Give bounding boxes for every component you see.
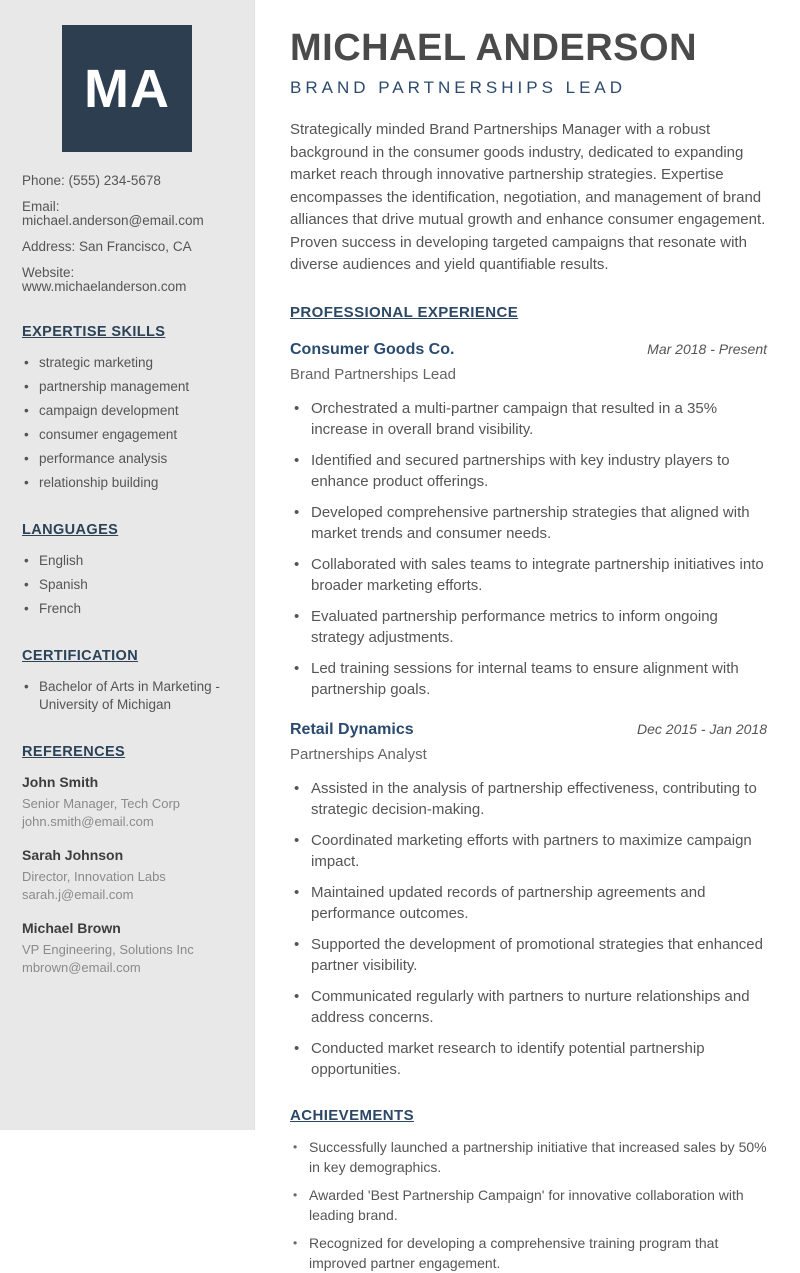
experience-heading: PROFESSIONAL EXPERIENCE bbox=[290, 303, 519, 321]
reference-email: mbrown@email.com bbox=[22, 960, 141, 975]
contact-address: Address: San Francisco, CA bbox=[22, 239, 192, 254]
certification-heading: CERTIFICATION bbox=[22, 648, 139, 664]
skill-item: • strategic marketing bbox=[22, 354, 232, 372]
job-dates: Mar 2018 - Present bbox=[647, 340, 767, 357]
person-title: BRAND PARTNERSHIPS LEAD bbox=[290, 78, 627, 97]
job-bullet: • Supported the development of promotional strategies that enhanced partner visibility. bbox=[290, 934, 767, 977]
reference-name: John Smith bbox=[22, 774, 99, 790]
job-header bbox=[290, 721, 767, 739]
job-bullet: • Evaluated partnership performance metrics to inform ongoing strategy adjustments. bbox=[290, 606, 767, 649]
reference-role: VP Engineering, Solutions Inc bbox=[22, 942, 194, 957]
job-bullet: • Orchestrated a multi-partner campaign that resulted in a 35% increase in overall brand visibility. bbox=[290, 398, 767, 441]
language-item: • English bbox=[22, 552, 232, 570]
job-bullet: • Identified and secured partnerships with key industry players to enhance product offerings. bbox=[290, 450, 767, 493]
contact-email: Email: michael.anderson@email.com bbox=[22, 199, 204, 228]
certification-list bbox=[22, 678, 232, 714]
languages-section bbox=[22, 522, 232, 618]
main-content bbox=[256, 0, 800, 1271]
achievement-item: • Successfully launched a partnership initiative that increased sales by 50% in key demographics. bbox=[290, 1137, 767, 1177]
skills-heading: EXPERTISE SKILLS bbox=[22, 324, 166, 340]
languages-heading: LANGUAGES bbox=[22, 522, 119, 538]
job-bullet: • Maintained updated records of partnership agreements and performance outcomes. bbox=[290, 882, 767, 925]
job-bullet: • Collaborated with sales teams to integrate partnership initiatives into broader marketing efforts. bbox=[290, 554, 767, 597]
skills-list bbox=[22, 354, 232, 492]
achievements-list bbox=[290, 1137, 767, 1273]
reference-entry bbox=[22, 774, 232, 831]
contact-website: Website: www.michaelanderson.com bbox=[22, 265, 187, 294]
language-item: • Spanish bbox=[22, 576, 232, 594]
job-dates: Dec 2015 - Jan 2018 bbox=[637, 720, 767, 737]
skill-item: • campaign development bbox=[22, 402, 232, 420]
sidebar bbox=[0, 0, 255, 1130]
job-bullet: • Assisted in the analysis of partnership effectiveness, contributing to strategic decision-making. bbox=[290, 778, 767, 821]
summary-paragraph: Strategically minded Brand Partnerships Manager with a robust background in the consumer goods industry, dedicated to expanding market reach through innovative partnership strategies. Expertise encompasses the identification, negotiation, and management of brand alliances that drive mutual growth and enhance consumer engagement. Proven success in developing targeted campaigns that resonate with diverse audiences and yield quantifiable results. bbox=[290, 121, 766, 273]
job-bullet: • Conducted market research to identify potential partnership opportunities. bbox=[290, 1038, 767, 1081]
job-bullets bbox=[290, 778, 767, 1081]
job-bullet: • Developed comprehensive partnership strategies that aligned with market trends and consumer needs. bbox=[290, 502, 767, 545]
job-bullets bbox=[290, 398, 767, 701]
reference-role: Director, Innovation Labs bbox=[22, 869, 166, 884]
company-name: Consumer Goods Co. bbox=[290, 340, 455, 358]
avatar-monogram: MA bbox=[84, 58, 170, 119]
certification-item: • Bachelor of Arts in Marketing - University of Michigan bbox=[22, 678, 232, 714]
job-bullet: • Communicated regularly with partners to nurture relationships and address concerns. bbox=[290, 986, 767, 1029]
reference-entry bbox=[22, 920, 232, 977]
person-name: MICHAEL ANDERSON bbox=[290, 27, 698, 69]
skill-item: • partnership management bbox=[22, 378, 232, 396]
job-header bbox=[290, 341, 767, 359]
languages-list bbox=[22, 552, 232, 618]
certification-section bbox=[22, 648, 232, 714]
skill-item: • consumer engagement bbox=[22, 426, 232, 444]
skill-item: • performance analysis bbox=[22, 450, 232, 468]
contact-block bbox=[22, 174, 232, 294]
job-block bbox=[290, 341, 767, 701]
job-bullet: • Led training sessions for internal teams to ensure alignment with partnership goals. bbox=[290, 658, 767, 701]
reference-name: Sarah Johnson bbox=[22, 847, 124, 863]
reference-entry bbox=[22, 847, 232, 904]
job-bullet: • Coordinated marketing efforts with partners to maximize campaign impact. bbox=[290, 830, 767, 873]
skills-section bbox=[22, 324, 232, 492]
language-item: • French bbox=[22, 600, 232, 618]
references-heading: REFERENCES bbox=[22, 744, 126, 760]
job-block bbox=[290, 721, 767, 1081]
job-role: Brand Partnerships Lead bbox=[290, 365, 456, 383]
references-section bbox=[22, 744, 232, 977]
reference-email: john.smith@email.com bbox=[22, 814, 154, 829]
reference-name: Michael Brown bbox=[22, 920, 121, 936]
job-role: Partnerships Analyst bbox=[290, 745, 427, 763]
achievement-item: • Awarded 'Best Partnership Campaign' for innovative collaboration with leading brand. bbox=[290, 1185, 767, 1225]
reference-role: Senior Manager, Tech Corp bbox=[22, 796, 181, 811]
reference-email: sarah.j@email.com bbox=[22, 887, 134, 902]
avatar bbox=[62, 25, 192, 152]
company-name: Retail Dynamics bbox=[290, 720, 414, 738]
achievements-heading: ACHIEVEMENTS bbox=[290, 1106, 414, 1124]
achievement-item: • Recognized for developing a comprehensive training program that improved partner engagement. bbox=[290, 1233, 767, 1273]
skill-item: • relationship building bbox=[22, 474, 232, 492]
contact-phone: Phone: (555) 234-5678 bbox=[22, 173, 161, 188]
